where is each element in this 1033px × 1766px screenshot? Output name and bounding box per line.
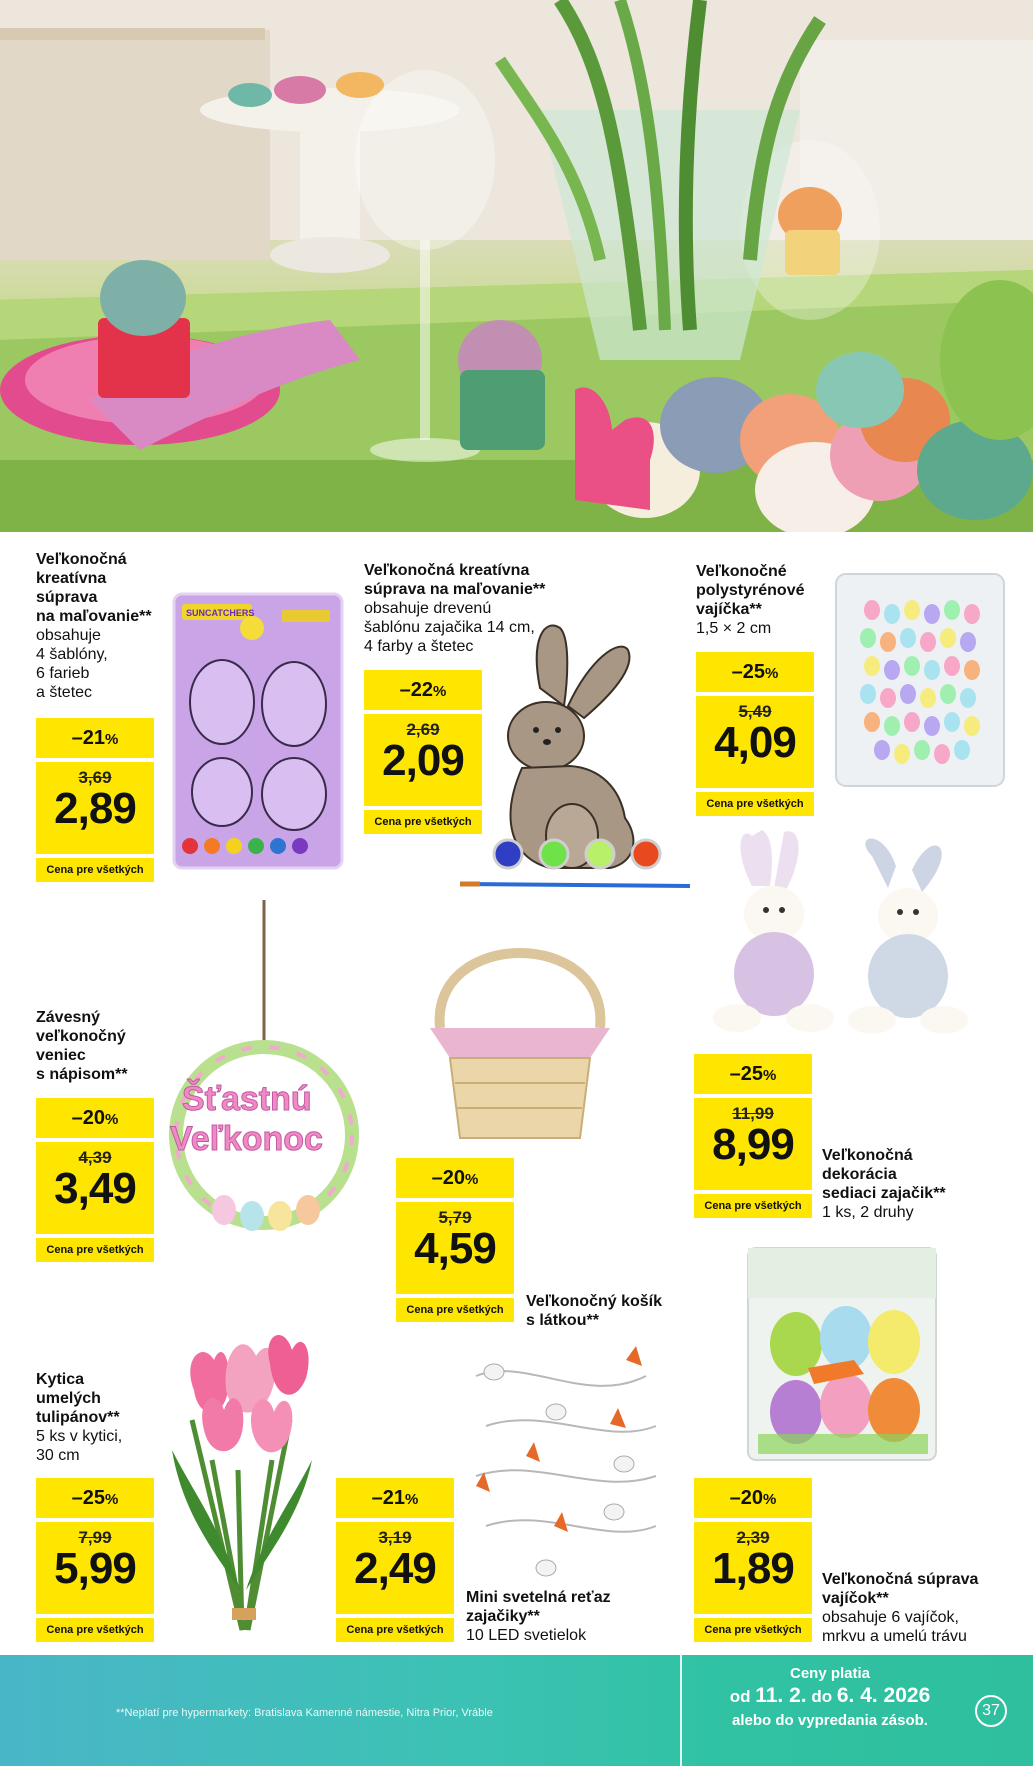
product-name: Kytica umelých tulipánov** bbox=[36, 1371, 120, 1426]
price-for-all-label: Cena pre všetkých bbox=[696, 792, 814, 816]
product-description: 5 ks v kytici, 30 cm bbox=[36, 1428, 123, 1464]
discount-label: –22% bbox=[364, 670, 482, 710]
product-name: Veľkonočný košík s látkou** bbox=[526, 1293, 662, 1329]
product-wreath bbox=[36, 1008, 176, 1084]
product-description: obsahuje drevenú šablónu zajačika 14 cm, 4 farby a štetec bbox=[364, 600, 535, 655]
current-price: 2,49 bbox=[354, 1544, 436, 1593]
price-badge bbox=[694, 1478, 812, 1642]
page-number: 37 bbox=[975, 1695, 1007, 1727]
discount-label: –20% bbox=[396, 1158, 514, 1198]
old-price: 3,19 bbox=[378, 1528, 412, 1547]
product-light-chain bbox=[466, 1588, 676, 1645]
product-description: 10 LED svetielok bbox=[466, 1627, 587, 1644]
discount-label: –21% bbox=[36, 718, 154, 758]
validity-title: Ceny platia bbox=[789, 1665, 871, 1682]
current-price: 2,89 bbox=[54, 784, 136, 833]
old-price: 2,39 bbox=[736, 1528, 770, 1547]
discount-label: –21% bbox=[336, 1478, 454, 1518]
price-for-all-label: Cena pre všetkých bbox=[694, 1618, 812, 1642]
product-description: obsahuje 4 šablóny, 6 farieb a štetec bbox=[36, 627, 108, 701]
wreath-text-line-2: Veľkonoc bbox=[170, 1120, 323, 1158]
price-for-all-label: Cena pre všetkých bbox=[396, 1298, 514, 1322]
footnote: **Neplatí pre hypermarkety: Bratislava Kamenné námestie, Nitra Prior, Vráble bbox=[116, 1707, 493, 1719]
product-name: Mini svetelná reťaz zajačiky** bbox=[466, 1589, 611, 1625]
old-price: 3,69 bbox=[78, 768, 112, 787]
current-price: 4,09 bbox=[714, 718, 796, 767]
footer-divider bbox=[680, 1655, 682, 1766]
price-badge bbox=[696, 652, 814, 816]
price-for-all-label: Cena pre všetkých bbox=[36, 1238, 154, 1262]
old-price: 5,49 bbox=[738, 702, 772, 721]
product-name: Veľkonočná kreatívna súprava na maľovanie** bbox=[364, 562, 546, 598]
current-price: 4,59 bbox=[414, 1224, 496, 1273]
current-price: 3,49 bbox=[54, 1164, 136, 1213]
product-sitting-bunny bbox=[822, 1146, 1012, 1222]
discount-label: –25% bbox=[696, 652, 814, 692]
product-basket bbox=[526, 1292, 696, 1330]
price-for-all-label: Cena pre všetkých bbox=[694, 1194, 812, 1218]
discount-label: –20% bbox=[36, 1098, 154, 1138]
current-price: 2,09 bbox=[382, 736, 464, 785]
sitting-bunnies-image bbox=[712, 826, 992, 1052]
old-price: 2,69 bbox=[406, 720, 440, 739]
product-name: Veľkonočné polystyrénové vajíčka** bbox=[696, 563, 805, 618]
price-badge bbox=[336, 1478, 454, 1642]
footer bbox=[0, 1655, 1033, 1766]
basket-image bbox=[410, 908, 640, 1148]
discount-label: –25% bbox=[36, 1478, 154, 1518]
discount-label: –20% bbox=[694, 1478, 812, 1518]
product-paint-set-stencils bbox=[36, 550, 176, 702]
current-price: 8,99 bbox=[712, 1120, 794, 1169]
product-name: Závesný veľkonočný veniec s nápisom** bbox=[36, 1009, 128, 1083]
egg-set-bag-image bbox=[744, 1244, 940, 1464]
wreath-image bbox=[164, 900, 374, 1240]
discount-label: –25% bbox=[694, 1054, 812, 1094]
product-description: 1 ks, 2 druhy bbox=[822, 1204, 914, 1221]
suncatchers-logo-text: SUNCATCHERS bbox=[186, 608, 255, 618]
price-for-all-label: Cena pre všetkých bbox=[36, 1618, 154, 1642]
light-chain-image bbox=[466, 1336, 672, 1586]
validity-suffix: alebo do vypredania zásob. bbox=[732, 1712, 928, 1729]
old-price: 5,79 bbox=[438, 1208, 472, 1227]
product-name: Veľkonočná súprava vajíčok** bbox=[822, 1571, 979, 1607]
price-for-all-label: Cena pre všetkých bbox=[36, 858, 154, 882]
price-badge bbox=[36, 1478, 154, 1642]
validity-dates: od 11. 2. do 6. 4. 2026 bbox=[729, 1684, 931, 1707]
current-price: 5,99 bbox=[54, 1544, 136, 1593]
price-badge bbox=[36, 718, 154, 882]
price-badge bbox=[36, 1098, 154, 1262]
price-badge bbox=[694, 1054, 812, 1218]
product-description: 1,5 × 2 cm bbox=[696, 620, 772, 637]
wreath-text-line-1: Šťastnú bbox=[182, 1080, 312, 1118]
old-price: 4,39 bbox=[78, 1148, 112, 1167]
tulips-image bbox=[152, 1330, 332, 1640]
paint-set-stencils-image bbox=[172, 592, 344, 870]
product-egg-set bbox=[822, 1570, 1022, 1646]
price-for-all-label: Cena pre všetkých bbox=[364, 810, 482, 834]
current-price: 1,89 bbox=[712, 1544, 794, 1593]
price-for-all-label: Cena pre všetkých bbox=[336, 1618, 454, 1642]
validity-info bbox=[700, 1665, 960, 1729]
old-price: 7,99 bbox=[78, 1528, 112, 1547]
price-badge bbox=[396, 1158, 514, 1322]
old-price: 11,99 bbox=[732, 1104, 774, 1123]
product-name: Veľkonočná kreatívna súprava na maľovanie** bbox=[36, 551, 152, 625]
product-name: Veľkonočná dekorácia sediaci zajačik** bbox=[822, 1147, 946, 1202]
wooden-bunny-image bbox=[460, 618, 700, 898]
product-description: obsahuje 6 vajíčok, mrkvu a umelú trávu bbox=[822, 1609, 967, 1645]
hero-photo bbox=[0, 0, 1033, 532]
product-polystyrene-eggs bbox=[696, 562, 836, 638]
polystyrene-eggs-bag-image bbox=[832, 570, 1008, 790]
